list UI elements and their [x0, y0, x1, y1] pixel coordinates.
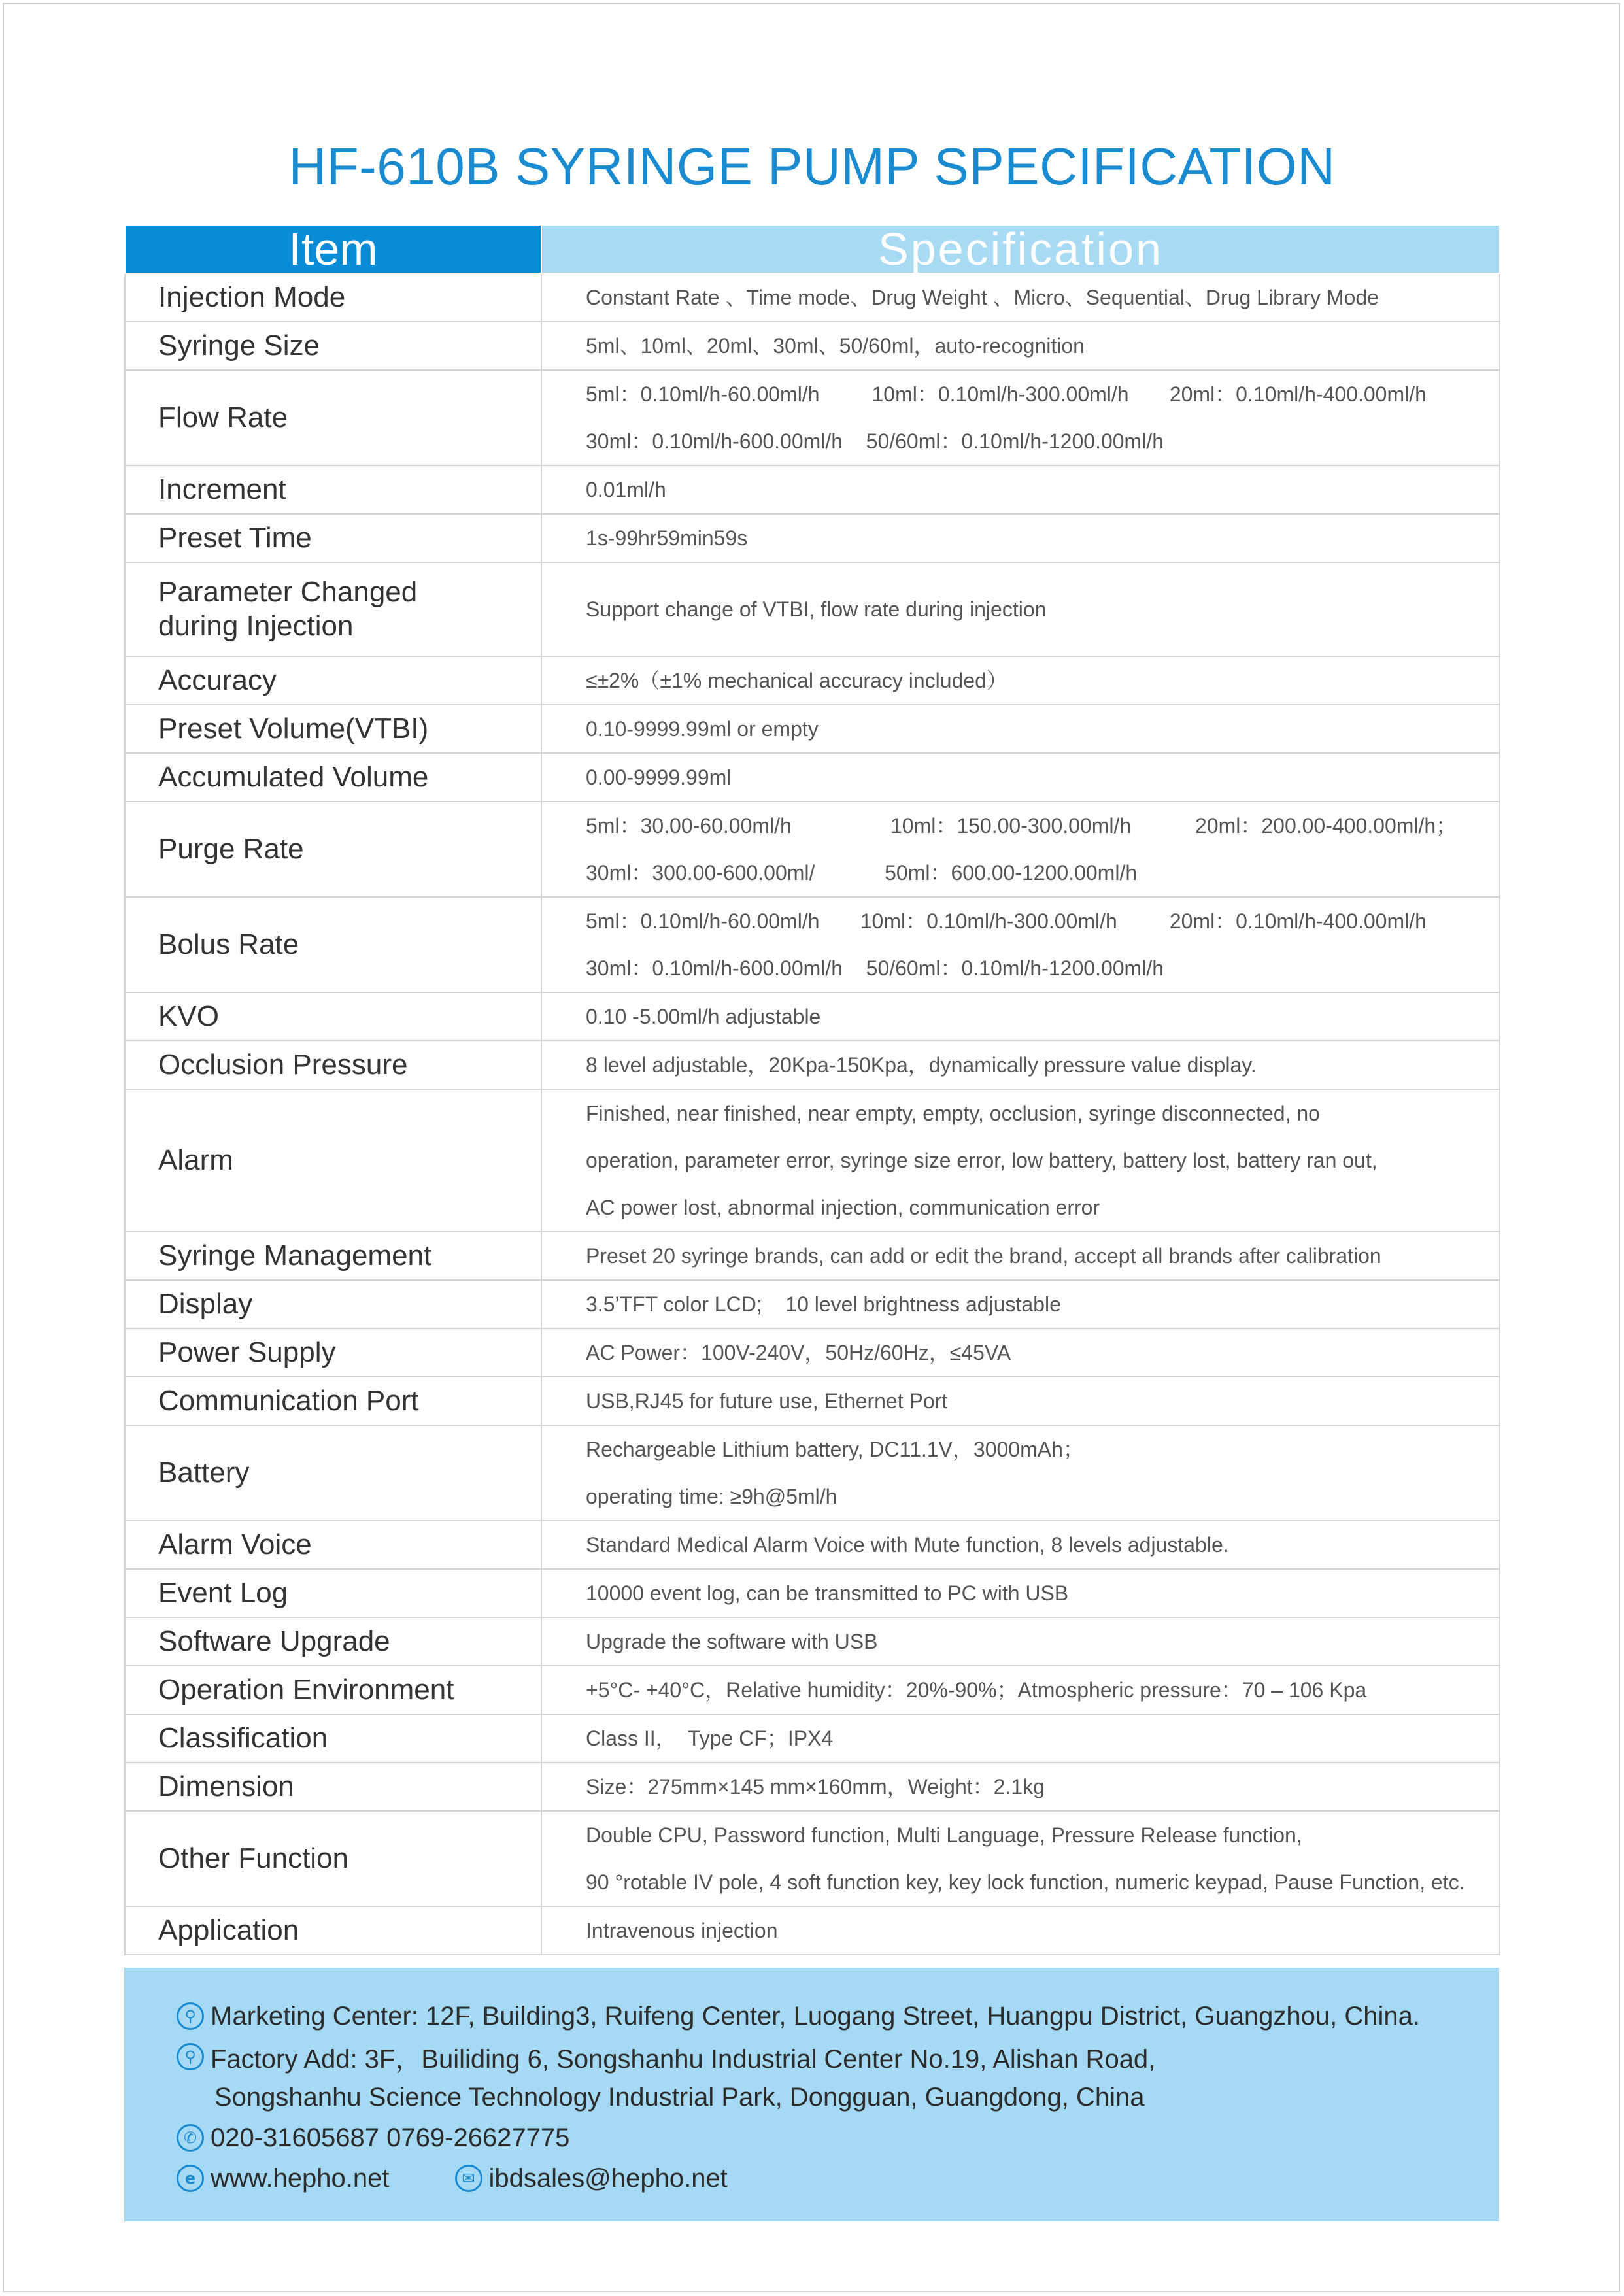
marketing-row: [177, 1996, 1420, 2036]
email-icon: ✉: [455, 2165, 482, 2192]
web-icon: e: [177, 2165, 204, 2192]
item-name-cell: [125, 1763, 541, 1811]
item-name: KVO: [158, 1000, 219, 1032]
item-name-cell: [125, 370, 541, 465]
specification-line: Double CPU, Password function, Multi Language, Pressure Release function,: [586, 1823, 1302, 1847]
specification-cell: [541, 992, 1500, 1041]
item-name: Display: [158, 1288, 253, 1320]
web-email-row: [177, 2158, 728, 2199]
item-name-cell: [125, 1328, 541, 1377]
item-name: Syringe Management: [158, 1240, 432, 1272]
spec-table: [124, 224, 1500, 1955]
specification-cell: [541, 1811, 1500, 1906]
item-name: Other Function: [158, 1842, 349, 1874]
marketing-address: Marketing Center: 12F, Building3, Ruifeng Center, Luogang Street, Huangpu District, Guangzhou, China.: [211, 2001, 1420, 2031]
item-name-cell: [125, 753, 541, 802]
specification-cell: [541, 465, 1500, 514]
specification-line: 10000 event log, can be transmitted to PC with USB: [586, 1581, 1069, 1605]
table-row: [125, 562, 1500, 656]
table-row: [125, 465, 1500, 514]
specification-cell: [541, 802, 1500, 897]
table-row: [125, 1763, 1500, 1811]
location-pin-icon: ⚲: [177, 2043, 204, 2070]
item-name-cell: [125, 514, 541, 562]
item-name: Parameter Changed: [158, 576, 418, 608]
specification-line: Preset 20 syringe brands, can add or edit the brand, accept all brands after calibration: [586, 1244, 1381, 1268]
item-name-cell: [125, 1521, 541, 1569]
item-name: Software Upgrade: [158, 1625, 390, 1657]
item-name: Occlusion Pressure: [158, 1049, 408, 1081]
specification-line: 5ml：30.00-60.00ml/h 10ml：150.00-300.00ml/h 20ml：200.00-400.00ml/h；: [586, 814, 1457, 837]
table-row: [125, 1714, 1500, 1763]
specification-cell: [541, 1569, 1500, 1617]
item-name: Operation Environment: [158, 1674, 454, 1706]
table-row: [125, 1232, 1500, 1280]
table-row: [125, 656, 1500, 705]
item-name: Classification: [158, 1722, 328, 1754]
table-row: [125, 1377, 1500, 1425]
specification-line: Standard Medical Alarm Voice with Mute function, 8 levels adjustable.: [586, 1533, 1229, 1557]
location-pin-icon: ⚲: [177, 2002, 204, 2030]
specification-line: 90 °rotable IV pole, 4 soft function key, key lock function, numeric keypad, Pause Function, etc.: [586, 1870, 1465, 1894]
item-name: Battery: [158, 1457, 250, 1489]
phone-icon: ✆: [177, 2124, 204, 2152]
item-name-cell: [125, 705, 541, 753]
item-name: Event Log: [158, 1577, 288, 1609]
item-name: Alarm Voice: [158, 1528, 312, 1561]
item-name: Application: [158, 1914, 299, 1946]
table-row: [125, 1906, 1500, 1955]
item-name-cell: [125, 1906, 541, 1955]
table-row: [125, 1425, 1500, 1521]
specification-cell: [541, 1425, 1500, 1521]
specification-line: 0.01ml/h: [586, 478, 666, 501]
specification-line: 0.10 -5.00ml/h adjustable: [586, 1005, 821, 1028]
specification-line: 0.00-9999.99ml: [586, 766, 732, 789]
table-row: [125, 1617, 1500, 1666]
specification-line: 5ml、10ml、20ml、30ml、50/60ml，auto-recognition: [586, 334, 1085, 358]
specification-line: ≤±2%（±1% mechanical accuracy included）: [586, 669, 1007, 692]
table-row: [125, 370, 1500, 465]
factory-address-line2: Songshanhu Science Technology Industrial Park, Dongguan, Guangdong, China: [214, 2082, 1145, 2112]
item-name-cell: [125, 1811, 541, 1906]
phone-row: [177, 2118, 569, 2158]
table-row: [125, 1280, 1500, 1328]
item-name-cell: [125, 1089, 541, 1232]
specification-cell: [541, 322, 1500, 370]
item-name-cell: [125, 1425, 541, 1521]
item-name-cell: [125, 1232, 541, 1280]
factory-row-2: [214, 2077, 1144, 2118]
specification-line: AC Power：100V-240V，50Hz/60Hz，≤45VA: [586, 1341, 1011, 1364]
table-row: [125, 322, 1500, 370]
specification-line: Finished, near finished, near empty, empty, occlusion, syringe disconnected, no: [586, 1102, 1320, 1125]
specification-line: 3.5’TFT color LCD; 10 level brightness adjustable: [586, 1292, 1061, 1316]
item-name-cell: [125, 1617, 541, 1666]
item-name: Preset Time: [158, 522, 312, 554]
specification-cell: [541, 897, 1500, 992]
item-name-cell: [125, 992, 541, 1041]
factory-address-line1: Factory Add: 3F，Builiding 6, Songshanhu Industrial Center No.19, Alishan Road,: [211, 2044, 1156, 2074]
table-row: [125, 1041, 1500, 1089]
item-name: Syringe Size: [158, 329, 320, 362]
item-name: Increment: [158, 473, 286, 505]
specification-cell: [541, 1617, 1500, 1666]
specification-line: operation, parameter error, syringe size error, low battery, battery lost, battery ran out,: [586, 1149, 1378, 1172]
specification-line: 0.10-9999.99ml or empty: [586, 717, 819, 741]
item-name-cell: [125, 656, 541, 705]
specification-line: Class II， Type CF；IPX4: [586, 1727, 834, 1750]
specification-line: Support change of VTBI, flow rate during injection: [586, 598, 1047, 621]
specification-line: USB,RJ45 for future use, Ethernet Port: [586, 1389, 948, 1413]
specification-cell: [541, 273, 1500, 322]
contact-footer: [124, 1968, 1499, 2221]
specification-cell: [541, 1232, 1500, 1280]
email-link[interactable]: ibdsales@hepho.net: [488, 2163, 728, 2193]
specification-line: operating time: ≥9h@5ml/h: [586, 1485, 837, 1508]
item-name-cell: [125, 273, 541, 322]
specification-line: Size：275mm×145 mm×160mm，Weight：2.1kg: [586, 1775, 1045, 1798]
specification-cell: [541, 1041, 1500, 1089]
specification-cell: [541, 705, 1500, 753]
table-row: [125, 705, 1500, 753]
item-name: Preset Volume(VTBI): [158, 713, 429, 745]
item-name: Flow Rate: [158, 401, 288, 433]
table-row: [125, 897, 1500, 992]
specification-line: 8 level adjustable，20Kpa-150Kpa，dynamically pressure value display.: [586, 1053, 1257, 1077]
specification-cell: [541, 1377, 1500, 1425]
item-name: Power Supply: [158, 1336, 336, 1368]
table-row: [125, 514, 1500, 562]
item-name-cell: [125, 897, 541, 992]
specification-cell: [541, 1328, 1500, 1377]
specification-line: Upgrade the software with USB: [586, 1630, 878, 1653]
table-row: [125, 1811, 1500, 1906]
item-name: Accumulated Volume: [158, 761, 429, 793]
item-name: Purge Rate: [158, 833, 304, 865]
specification-cell: [541, 562, 1500, 656]
item-name: Accuracy: [158, 664, 277, 696]
specification-cell: [541, 1763, 1500, 1811]
item-name: Bolus Rate: [158, 928, 299, 960]
specification-cell: [541, 656, 1500, 705]
specification-line: Constant Rate 、Time mode、Drug Weight 、Micro、Sequential、Drug Library Mode: [586, 286, 1379, 309]
item-name-cell: [125, 562, 541, 656]
table-row: [125, 1666, 1500, 1714]
table-row: [125, 273, 1500, 322]
header-item: Item: [125, 225, 541, 273]
table-row: [125, 1521, 1500, 1569]
specification-cell: [541, 1521, 1500, 1569]
specification-cell: [541, 1714, 1500, 1763]
specification-cell: [541, 514, 1500, 562]
item-name-cell: [125, 1377, 541, 1425]
phone-numbers: 020-31605687 0769-26627775: [211, 2123, 570, 2152]
specification-line: 30ml：0.10ml/h-600.00ml/h 50/60ml：0.10ml/h-1200.00ml/h: [586, 430, 1164, 453]
specification-line: Intravenous injection: [586, 1919, 778, 1942]
specification-line: +5°C- +40°C，Relative humidity：20%-90%；Atmospheric pressure：70 – 106 Kpa: [586, 1678, 1367, 1702]
specification-cell: [541, 370, 1500, 465]
item-name: Alarm: [158, 1144, 233, 1176]
item-name-cell: [125, 1666, 541, 1714]
item-name-cell: [125, 1041, 541, 1089]
item-name: Injection Mode: [158, 281, 346, 313]
specification-cell: [541, 753, 1500, 802]
specification-line: 30ml：0.10ml/h-600.00ml/h 50/60ml：0.10ml/h-1200.00ml/h: [586, 956, 1164, 980]
website-link[interactable]: www.hepho.net: [211, 2163, 390, 2193]
item-name: Communication Port: [158, 1385, 419, 1417]
item-name-cell: [125, 1280, 541, 1328]
table-row: [125, 1328, 1500, 1377]
item-name-cell: [125, 465, 541, 514]
header-specification: Specification: [541, 225, 1500, 273]
specification-cell: [541, 1280, 1500, 1328]
specification-line: 5ml：0.10ml/h-60.00ml/h 10ml：0.10ml/h-300.00ml/h 20ml：0.10ml/h-400.00ml/h: [586, 909, 1427, 933]
factory-row: [177, 2036, 1155, 2077]
specification-line: 30ml：300.00-600.00ml/ 50ml：600.00-1200.00ml/h: [586, 861, 1138, 885]
specification-line: 1s-99hr59min59s: [586, 526, 748, 550]
specification-line: 5ml：0.10ml/h-60.00ml/h 10ml：0.10ml/h-300.00ml/h 20ml：0.10ml/h-400.00ml/h: [586, 382, 1427, 406]
item-name: Dimension: [158, 1770, 294, 1802]
item-name-cell: [125, 322, 541, 370]
specification-cell: [541, 1666, 1500, 1714]
table-row: [125, 802, 1500, 897]
table-row: [125, 1089, 1500, 1232]
table-header-row: [125, 225, 1500, 273]
item-name-cell: [125, 1714, 541, 1763]
specification-cell: [541, 1089, 1500, 1232]
item-name: during Injection: [158, 610, 354, 642]
table-row: [125, 1569, 1500, 1617]
specification-cell: [541, 1906, 1500, 1955]
page-title: HF-610B SYRINGE PUMP SPECIFICATION: [288, 137, 1336, 195]
specification-line: AC power lost, abnormal injection, communication error: [586, 1196, 1100, 1219]
table-row: [125, 753, 1500, 802]
spec-table-body: [125, 273, 1500, 1955]
table-row: [125, 992, 1500, 1041]
item-name-cell: [125, 802, 541, 897]
specification-line: Rechargeable Lithium battery, DC11.1V，3000mAh；: [586, 1438, 1084, 1461]
item-name-cell: [125, 1569, 541, 1617]
